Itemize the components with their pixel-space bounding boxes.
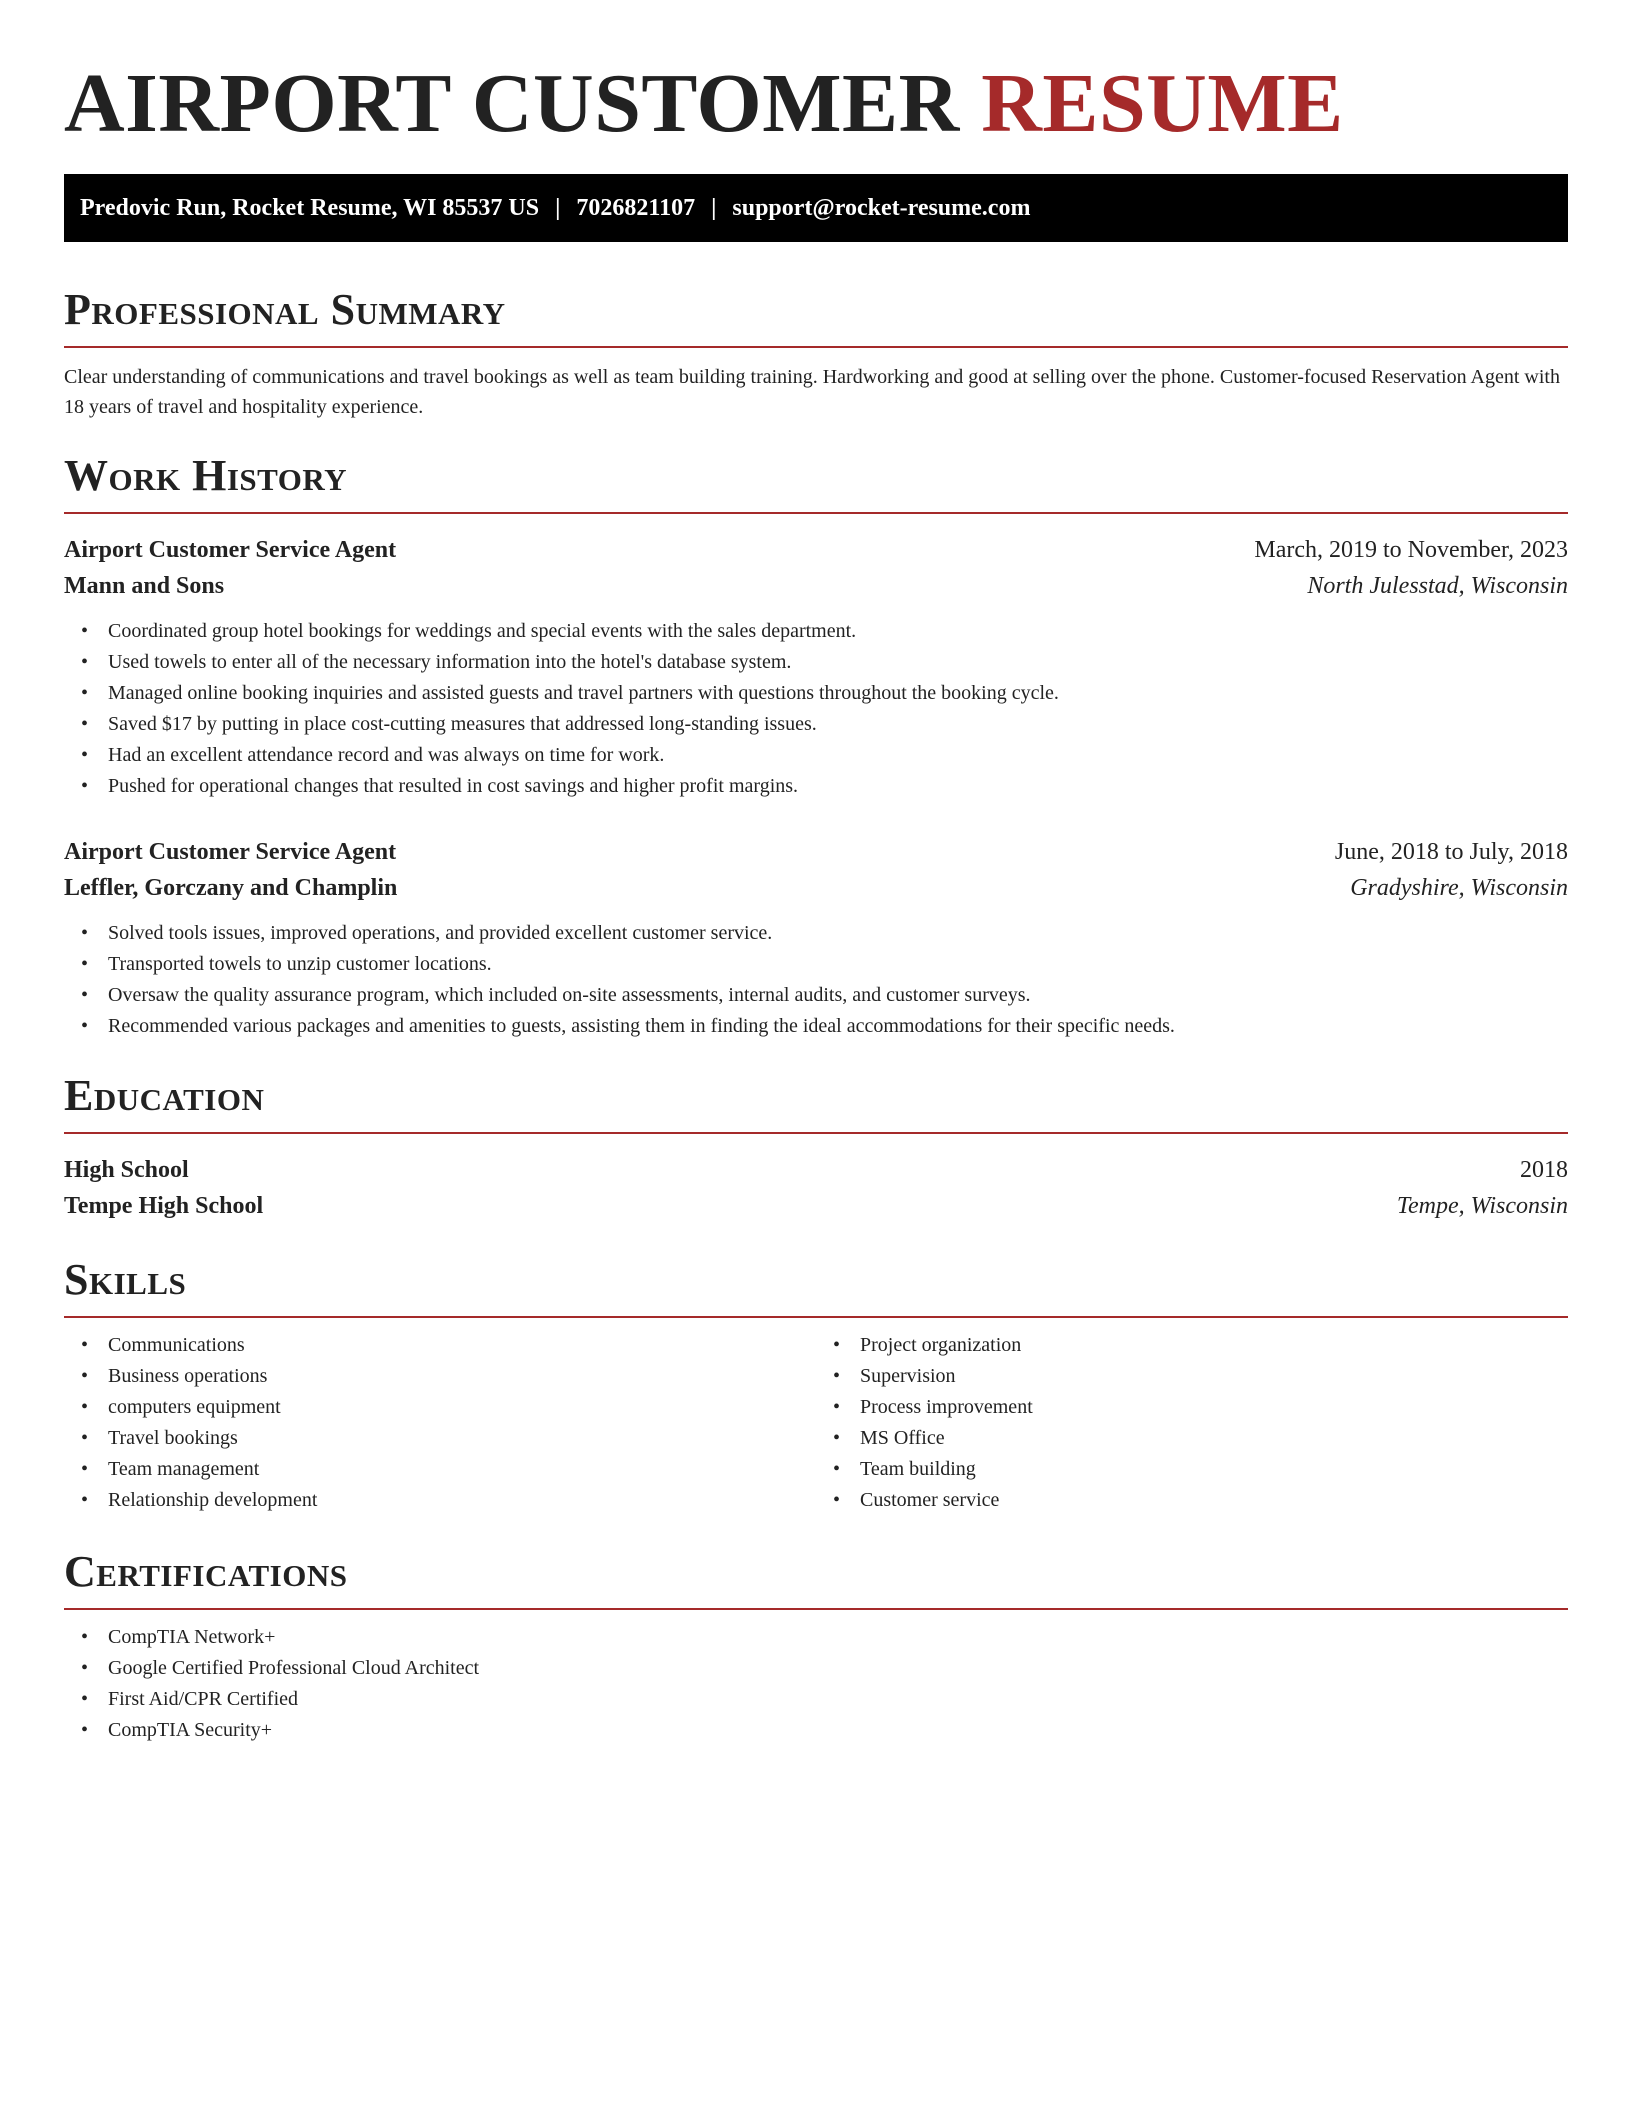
job-company: Leffler, Gorczany and Champlin — [64, 875, 398, 901]
job-duty: • Transported towels to unzip customer locations. — [108, 949, 1568, 980]
contact-address: Predovic Run, Rocket Resume, WI 85537 US — [80, 194, 540, 221]
section-divider — [64, 1316, 1568, 1318]
contact-phone: 7026821107 — [576, 194, 696, 221]
job-duty: • Saved $17 by putting in place cost-cutting measures that addressed long-standing issues. — [108, 709, 1568, 740]
skill-item: • Team building — [860, 1454, 1568, 1485]
certification-item: • CompTIA Security+ — [108, 1715, 1568, 1746]
education-entry — [64, 1152, 1568, 1224]
summary-heading: Professional Summary — [64, 285, 506, 334]
education-section — [64, 1070, 1568, 1224]
skill-item: • Communications — [108, 1330, 816, 1361]
skill-item: • Project organization — [860, 1330, 1568, 1361]
skill-item: • computers equipment — [108, 1392, 816, 1423]
job-company: Mann and Sons — [64, 573, 225, 599]
job-title: Airport Customer Service Agent — [64, 537, 397, 563]
education-school: Tempe High School — [64, 1193, 264, 1219]
skills-heading: Skills — [64, 1255, 187, 1304]
skill-item: • Team management — [108, 1454, 816, 1485]
job-dates: June, 2018 to July, 2018 — [1334, 839, 1568, 865]
job-entry — [64, 834, 1568, 1042]
certification-item: • Google Certified Professional Cloud Architect — [108, 1653, 1568, 1684]
job-location: Gradyshire, Wisconsin — [1350, 875, 1568, 901]
section-divider — [64, 512, 1568, 514]
contact-separator: | — [555, 194, 561, 221]
job-duty: • Oversaw the quality assurance program, which included on-site assessments, internal audits, and customer surveys. — [108, 980, 1568, 1011]
job-duty: • Had an excellent attendance record and was always on time for work. — [108, 740, 1568, 771]
skill-item: • MS Office — [860, 1423, 1568, 1454]
certification-item: • CompTIA Network+ — [108, 1622, 1568, 1653]
title-accent: RESUME — [981, 57, 1344, 150]
education-year: 2018 — [1520, 1157, 1568, 1183]
skill-item: • Process improvement — [860, 1392, 1568, 1423]
job-duty: • Managed online booking inquiries and assisted guests and travel partners with questions throughout the booking cycle. — [108, 678, 1568, 709]
skill-item: • Customer service — [860, 1485, 1568, 1516]
job-duty: • Pushed for operational changes that resulted in cost savings and higher profit margins. — [108, 771, 1568, 802]
summary-text: Clear understanding of communications and travel bookings as well as team building training. Hardworking and good at selling over the phone. Customer-focused Reservation Agent with 18 years of travel and hospitality experience. — [64, 366, 1560, 418]
summary-section — [64, 284, 1568, 422]
job-duties-list — [64, 616, 1568, 802]
job-duty: • Used towels to enter all of the necessary information into the hotel's database system. — [108, 647, 1568, 678]
job-duty: • Coordinated group hotel bookings for weddings and special events with the sales department. — [108, 616, 1568, 647]
education-location: Tempe, Wisconsin — [1396, 1193, 1568, 1219]
certification-item: • First Aid/CPR Certified — [108, 1684, 1568, 1715]
certifications-section — [64, 1546, 1568, 1746]
skills-grid — [64, 1330, 1568, 1516]
contact-separator: | — [711, 194, 717, 221]
skill-item: • Travel bookings — [108, 1423, 816, 1454]
skills-section — [64, 1254, 1568, 1516]
education-degree: High School — [64, 1157, 189, 1183]
work-history-section — [64, 450, 1568, 1042]
skill-item: • Relationship development — [108, 1485, 816, 1516]
work-history-heading: Work History — [64, 451, 348, 500]
skill-item: • Supervision — [860, 1361, 1568, 1392]
section-divider — [64, 1132, 1568, 1134]
job-title: Airport Customer Service Agent — [64, 839, 397, 865]
title-main: AIRPORT CUSTOMER — [64, 57, 960, 150]
job-duty: • Recommended various packages and amenities to guests, assisting them in finding the ideal accommodations for their specific needs. — [108, 1011, 1568, 1042]
section-divider — [64, 346, 1568, 348]
job-entry — [64, 532, 1568, 802]
certifications-list — [64, 1622, 1568, 1746]
resume-title — [64, 56, 1568, 152]
job-location: North Julesstad, Wisconsin — [1307, 573, 1568, 599]
contact-bar — [64, 174, 1568, 242]
education-heading: Education — [64, 1071, 265, 1120]
contact-email: support@rocket-resume.com — [732, 194, 1031, 221]
job-duties-list — [64, 918, 1568, 1042]
section-divider — [64, 1608, 1568, 1610]
job-dates: March, 2019 to November, 2023 — [1254, 537, 1568, 563]
job-duty: • Solved tools issues, improved operations, and provided excellent customer service. — [108, 918, 1568, 949]
certifications-heading: Certifications — [64, 1547, 348, 1596]
skill-item: • Business operations — [108, 1361, 816, 1392]
skills-list-left — [64, 1330, 816, 1516]
skills-list-right — [816, 1330, 1568, 1516]
